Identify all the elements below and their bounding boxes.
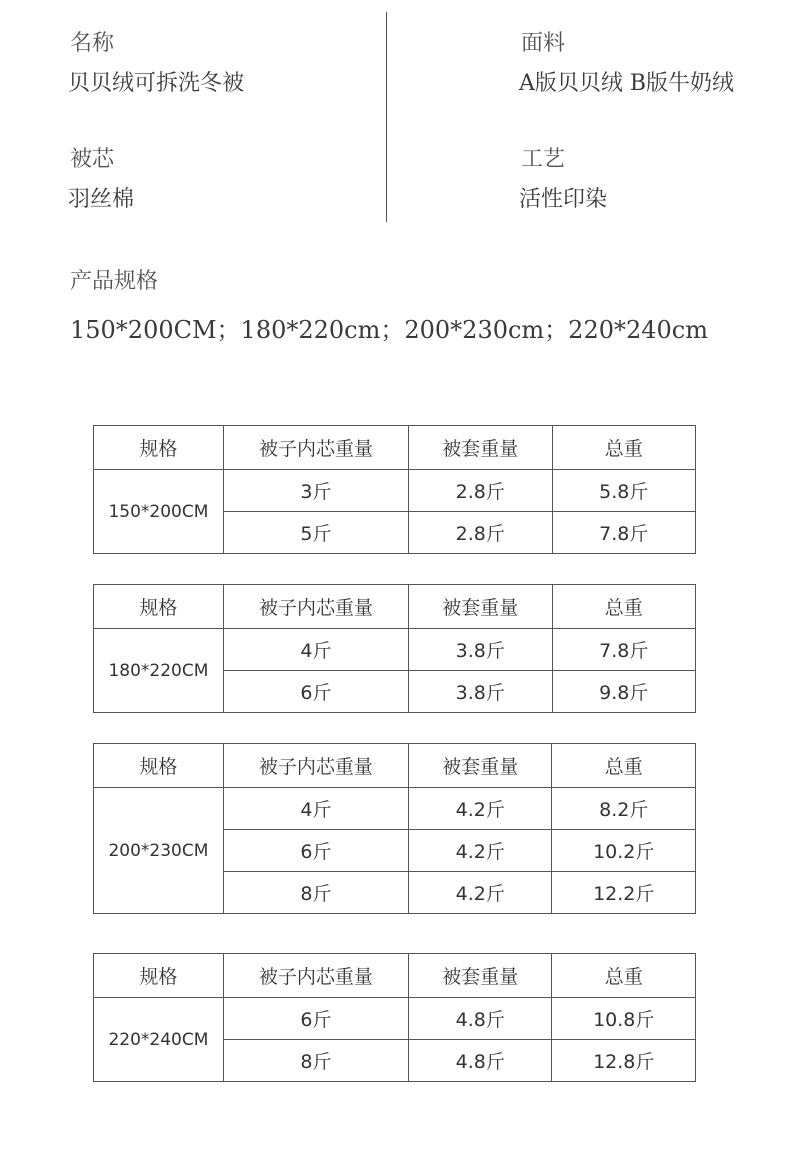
spec-label: 产品规格 [70, 269, 159, 294]
header-size: 规格 [94, 744, 224, 788]
header-cover-weight: 被套重量 [409, 426, 552, 470]
craft-value: 活性印染 [519, 187, 608, 212]
size-cell: 180*220CM [94, 629, 224, 713]
fabric-value: A版贝贝绒 B版牛奶绒 [519, 71, 735, 96]
table-header-row [94, 585, 696, 629]
table-header-row [94, 426, 696, 470]
total-weight-cell: 10.8斤 [552, 998, 696, 1040]
cover-weight-cell: 2.8斤 [409, 512, 552, 554]
total-weight-cell: 9.8斤 [552, 671, 695, 713]
header-core-weight: 被子内芯重量 [223, 954, 408, 998]
table-row [94, 998, 696, 1040]
size-cell: 220*240CM [94, 998, 224, 1082]
name-value: 贝贝绒可拆洗冬被 [68, 71, 245, 96]
total-weight-cell: 12.2斤 [552, 872, 696, 914]
cover-weight-cell: 4.2斤 [409, 788, 552, 830]
table-header-row [94, 744, 696, 788]
spec-table-4 [93, 953, 696, 1082]
name-label: 名称 [70, 31, 115, 56]
cover-weight-cell: 4.8斤 [409, 1040, 552, 1082]
core-weight-cell: 6斤 [223, 830, 408, 872]
core-weight-cell: 3斤 [223, 470, 408, 512]
core-value: 羽丝棉 [68, 187, 135, 212]
header-size: 规格 [94, 585, 224, 629]
cover-weight-cell: 2.8斤 [409, 470, 552, 512]
cover-weight-cell: 4.8斤 [409, 998, 552, 1040]
table-row [94, 629, 696, 671]
total-weight-cell: 5.8斤 [552, 470, 695, 512]
size-cell: 200*230CM [94, 788, 224, 914]
header-core-weight: 被子内芯重量 [223, 585, 408, 629]
total-weight-cell: 10.2斤 [552, 830, 696, 872]
header-size: 规格 [94, 426, 224, 470]
table-row [94, 788, 696, 830]
core-weight-cell: 8斤 [223, 872, 408, 914]
core-weight-cell: 8斤 [223, 1040, 408, 1082]
craft-label: 工艺 [521, 147, 566, 172]
total-weight-cell: 7.8斤 [552, 629, 695, 671]
core-weight-cell: 6斤 [223, 998, 408, 1040]
spec-table-2 [93, 584, 696, 713]
cover-weight-cell: 4.2斤 [409, 872, 552, 914]
header-core-weight: 被子内芯重量 [223, 426, 408, 470]
header-total-weight: 总重 [552, 585, 695, 629]
cover-weight-cell: 4.2斤 [409, 830, 552, 872]
header-total-weight: 总重 [552, 426, 695, 470]
spec-sizes: 150*200CM；180*220cm；200*230cm；220*240cm [70, 316, 709, 344]
cover-weight-cell: 3.8斤 [409, 671, 552, 713]
core-weight-cell: 4斤 [223, 629, 408, 671]
spec-table-1 [93, 425, 696, 554]
total-weight-cell: 8.2斤 [552, 788, 696, 830]
header-core-weight: 被子内芯重量 [223, 744, 408, 788]
size-cell: 150*200CM [94, 470, 224, 554]
header-total-weight: 总重 [552, 744, 696, 788]
total-weight-cell: 12.8斤 [552, 1040, 696, 1082]
total-weight-cell: 7.8斤 [552, 512, 695, 554]
core-weight-cell: 4斤 [223, 788, 408, 830]
header-size: 规格 [94, 954, 224, 998]
core-weight-cell: 5斤 [223, 512, 408, 554]
table-row [94, 470, 696, 512]
header-total-weight: 总重 [552, 954, 696, 998]
spec-table-3 [93, 743, 696, 914]
table-header-row [94, 954, 696, 998]
fabric-label: 面料 [521, 31, 566, 56]
cover-weight-cell: 3.8斤 [409, 629, 552, 671]
vertical-divider [386, 12, 387, 222]
header-cover-weight: 被套重量 [409, 744, 552, 788]
header-cover-weight: 被套重量 [409, 954, 552, 998]
core-weight-cell: 6斤 [223, 671, 408, 713]
header-cover-weight: 被套重量 [409, 585, 552, 629]
core-label: 被芯 [70, 147, 115, 172]
